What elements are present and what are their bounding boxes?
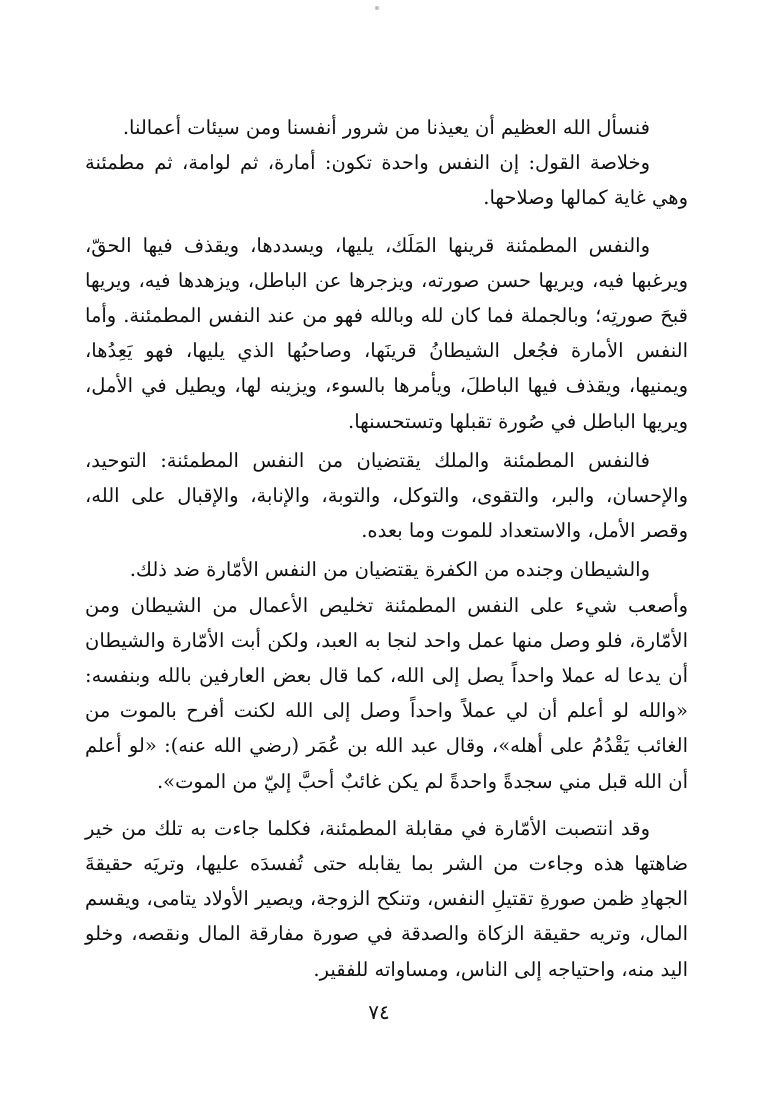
paragraph-3: والنفس المطمئنة قرينها المَلَك، يليها، ويسددها، ويقذف فيها الحقّ، ويرغبها فيه، ويريها حسن صورته، ويزجرها عن الباطل، ويزهدها فيه، ويريها قبحَ صورتِه؛ وبالجملة فما كان لله وبالله فهو من عند النفس المطمئنة. وأما النفس الأمارة فجُعل الشيطانُ قرينَها، وصاحبُها الذي يليها، فهو يَعِدُها، ويمنيها، ويقذف فيها الباطلَ، ويأمرها بالسوء، ويزينه لها، ويطيل في الأمل، ويريها الباطل في صُورة تقبلها وتستحسنها. <box>85 233 688 433</box>
page-number: ٧٤ <box>368 1000 390 1024</box>
paragraph-5: والشيطان وجنده من الكفرة يقتضيان من النفس الأمّارة ضد ذلك. <box>129 558 650 582</box>
page-body <box>85 110 688 1010</box>
paragraph-1: فنسأل الله العظيم أن يعيذنا من شرور أنفسنا ومن سيئات أعمالنا. <box>122 116 650 139</box>
scan-dot <box>375 6 379 10</box>
paragraph-7: وقد انتصبت الأمّارة في مقابلة المطمئنة، فكلما جاءت به تلك من خير ضاهتها هذه وجاءت من الشر بما يقابله حتى تُفسدَه عليها، وتريَه حقيقةَ الجهادِ ظمن صورةِ تقتيلِ النفس، وتنكح الزوجة، ويصير الأولاد يتامى، ويقسم المال، وتريه حقيقة الزكاة والصدقة في صورة مفارقة المال ونقصه، وخلو اليد منه، واحتياجه إلى الناس، ومساواته للفقير. <box>85 816 688 981</box>
paragraph-4: فالنفس المطمئنة والملك يقتضيان من النفس المطمئنة: التوحيد، والإحسان، والبر، والتقوى، والتوكل، والتوبة، والإنابة، والإقبال على الله، وقصر الأمل، والاستعداد للموت وما بعده. <box>85 448 688 543</box>
paragraph-2: وخلاصة القول: إن النفس واحدة تكون: أمارة، ثم لوامة، ثم مطمئنة وهي غاية كمالها وصلاحها. <box>85 151 688 210</box>
paragraph-6: وأصعب شيء على النفس المطمئنة تخليص الأعمال من الشيطان ومن الأمّارة، فلو وصل منها عمل واحد لنجا به العبد، ولكن أبت الأمّارة والشيطان أن يدعا له عملا واحداً يصل إلى الله، كما قال بعض العارفين بالله وبنفسه: «والله لو أعلم أن لي عملاً واحداً وصل إلى الله لكنت أفرح بالموت من الغائب يَقْدُمُ على أهله»، وقال عبد الله بن عُمَر (رضي الله عنه): «لو أعلم أن الله قبل مني سجدةً واحدةً لم يكن غائبٌ أحبَّ إليّ من الموت». <box>85 593 688 793</box>
